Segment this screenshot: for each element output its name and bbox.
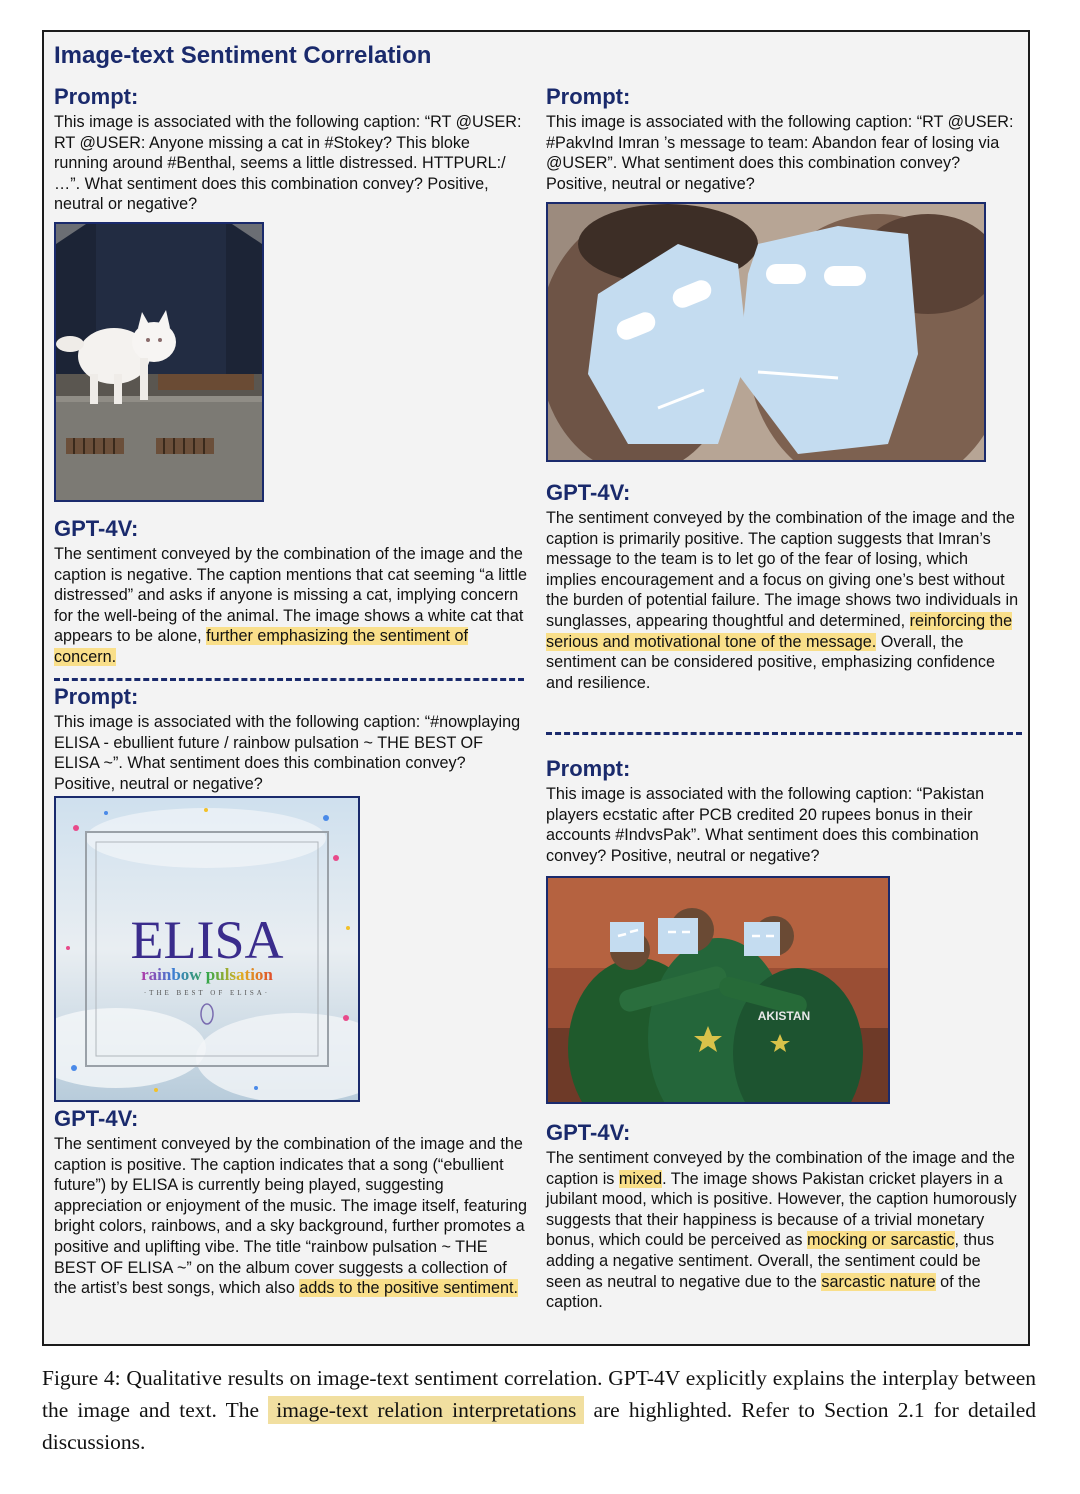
caption-text: Figure 4: Qualitative results on image-text sentiment correlation. GPT-4V explicitly explains the interplay between the image and text. The	[42, 1366, 1036, 1422]
response-plain: The sentiment conveyed by the combination of the image and the caption is negative. The caption mentions that cat seeming “a little distressed” and asks if anyone is missing a cat, implying concern for the well-being of the animal. The image shows a white cat that appears to be alone,	[54, 545, 528, 646]
response-plain: of the caption.	[546, 1272, 981, 1312]
example-3-prompt	[546, 84, 1020, 194]
response-text	[546, 508, 1020, 693]
response-text	[54, 544, 528, 668]
panel-title: Image-text Sentiment Correlation	[54, 42, 432, 69]
response-plain: , thus adding a negative sentiment. Overall, the sentiment could be seen as neutral to negative due to the	[546, 1231, 995, 1291]
prompt-text: This image is associated with the following caption: “RT @USER: RT @USER: Anyone missing a cat in #Stokey? This bloke running around #Benthal, seems a little distressed. HTTPURL:/ …”. What sentiment does this combination convey? Positive, neutral or negative?	[54, 113, 522, 214]
response-highlight: mixed	[618, 1169, 663, 1188]
two-men-sunglasses-photo	[546, 202, 986, 462]
response-highlight: sarcastic nature	[821, 1272, 936, 1291]
response-plain: The sentiment conveyed by the combination of the image and the caption is	[546, 1149, 1015, 1188]
face-mask-1	[610, 922, 644, 952]
white-cat-photo	[54, 222, 264, 502]
response-highlight: mocking or sarcastic	[806, 1231, 955, 1250]
album-cover-svg	[56, 798, 358, 1100]
response-highlight: reinforcing the serious and motivational tone of the message.	[546, 611, 1013, 651]
elisa-album-cover	[54, 796, 360, 1102]
figure-caption	[42, 1362, 1036, 1458]
face-mask-3	[744, 922, 780, 956]
figure-panel	[42, 30, 1030, 1346]
response-heading: GPT-4V:	[54, 1106, 139, 1131]
cat-image-svg	[56, 224, 262, 500]
example-4-prompt	[546, 756, 1020, 866]
album-subtitle: rainbow pulsation	[141, 965, 273, 984]
response-highlight: further emphasizing the sentiment of concern.	[54, 627, 468, 666]
response-heading: GPT-4V:	[546, 1120, 631, 1145]
prompt-heading: Prompt:	[546, 84, 631, 109]
response-heading: GPT-4V:	[546, 480, 631, 505]
example-2-prompt	[54, 684, 528, 794]
prompt-heading: Prompt:	[546, 756, 631, 781]
caption-text: are highlighted. Refer to Section 2.1 for detailed discussions.	[42, 1398, 1036, 1454]
prompt-text: This image is associated with the following caption: “RT @USER: #PakvInd Imran ’s message to team: Abandon fear of losing via @USER”. What sentiment does this combination convey? Positive, neutral or negative?	[546, 113, 1014, 193]
album-title: ELISA	[130, 910, 284, 970]
prompt-heading: Prompt:	[54, 684, 139, 709]
response-text	[54, 1134, 528, 1299]
example-1-response	[54, 516, 528, 668]
example-4-response	[546, 1120, 1020, 1313]
example-1-prompt	[54, 84, 528, 215]
album-tagline: ·THE BEST OF ELISA·	[143, 989, 271, 997]
jersey-text: AKISTAN	[757, 1009, 811, 1023]
response-text	[546, 1148, 1020, 1313]
prompt-text: This image is associated with the following caption: “#nowplaying ELISA - ebullient future / rainbow pulsation ~ THE BEST OF ELISA ~”. What sentiment does this combination convey? Positive, neutral or negative?	[54, 713, 521, 793]
men-image-svg	[548, 204, 984, 460]
response-highlight: adds to the positive sentiment.	[299, 1279, 519, 1298]
response-plain: Overall, the sentiment can be considered positive, emphasizing confidence and resilience.	[546, 632, 996, 692]
example-3-response	[546, 480, 1020, 693]
prompt-text: This image is associated with the following caption: “Pakistan players ecstatic after PCB credited 20 rupees bonus in their accounts #IndvsPak”. What sentiment does this combination convey? Positive, neutral or negative?	[546, 785, 985, 865]
caption-highlight: image-text relation interpretations	[268, 1396, 584, 1424]
response-heading: GPT-4V:	[54, 516, 139, 541]
prompt-heading: Prompt:	[54, 84, 139, 109]
response-plain: The sentiment conveyed by the combination of the image and the caption is positive. The caption indicates that a song (“ebullient future”) by ELISA is currently being played, suggesting appreciation or enjoyment of the music. The image itself, featuring bright colors, rainbows, and a sky background, further promotes a positive and uplifting vibe. The title “rainbow pulsation ~ THE BEST OF ELISA ~” on the album cover suggests a collection of the artist’s best songs, which also	[54, 1135, 527, 1298]
pakistan-cricket-players-photo	[546, 876, 890, 1104]
right-divider	[546, 732, 1022, 735]
response-plain: The sentiment conveyed by the combination of the image and the caption is primarily positive. The caption suggests that Imran’s message to the team is to let go of the fear of losing, which implies encouragement and a focus on giving one’s best without the burden of potential failure. The image shows two individuals in sunglasses, appearing thoughtful and determined,	[546, 509, 1019, 630]
example-2-response	[54, 1106, 528, 1299]
face-mask-2	[658, 918, 698, 954]
cricket-image-svg	[548, 878, 888, 1102]
left-divider	[54, 678, 524, 681]
response-plain: . The image shows Pakistan cricket players in a jubilant mood, which is positive. However, the caption humorously suggests that their happiness is because of a trivial monetary bonus, which could be perceived as	[546, 1169, 1017, 1250]
